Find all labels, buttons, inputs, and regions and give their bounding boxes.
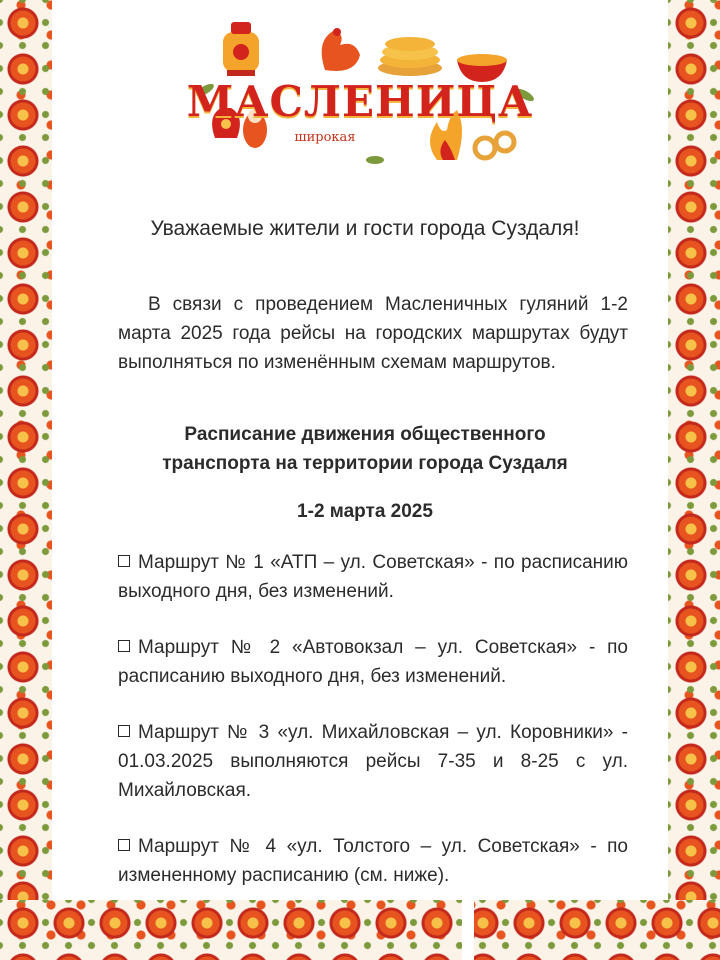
- bagels-icon: [475, 133, 514, 158]
- checkbox-icon: [118, 725, 130, 737]
- schedule-heading-line2: транспорта на территории города Суздаля: [162, 453, 568, 474]
- schedule-heading: [100, 420, 630, 478]
- route-text: Маршрут № 1 «АТП – ул. Советская» - по расписанию выходного дня, без изменений.: [118, 552, 628, 602]
- samovar-icon: [223, 22, 259, 76]
- route-item: [118, 718, 628, 805]
- rooster-icon: [322, 28, 360, 71]
- pancake-stack-icon: [378, 37, 442, 76]
- logo-subtitle: широкая: [294, 130, 356, 145]
- schedule-date: 1-2 марта 2025: [297, 501, 433, 522]
- greeting: Уважаемые жители и гости города Суздаля!: [150, 217, 580, 240]
- route-item: [118, 832, 628, 890]
- checkbox-icon: [118, 839, 130, 851]
- floral-border-left: [0, 0, 52, 960]
- intro-paragraph: В связи с проведением Масленичных гуляний 1-2 марта 2025 года рейсы на городских маршрутах будут выполняться по изменённым схемам маршрутов.: [118, 294, 628, 373]
- checkbox-icon: [118, 555, 130, 567]
- route-item: [118, 633, 628, 691]
- schedule-heading-line1: Расписание движения общественного: [184, 424, 546, 445]
- route-text: Маршрут № 4 «ул. Толстого – ул. Советская» - по измененному расписанию (см. ниже).: [118, 836, 628, 886]
- routes-list: [118, 548, 628, 917]
- floral-border-right: [668, 0, 720, 960]
- checkbox-icon: [118, 640, 130, 652]
- route-text: Маршрут № 2 «Автовокзал – ул. Советская» - по расписанию выходного дня, без изменений.: [118, 637, 628, 687]
- route-item: [118, 548, 628, 606]
- route-text: Маршрут № 3 «ул. Михайловская – ул. Коровники» - 01.03.2025 выполняются рейсы 7-35 и 8-25 с ул. Михайловская.: [118, 722, 628, 801]
- maslenitsa-logo: [175, 10, 545, 175]
- logo-title: МАСЛЕНИЦА: [186, 77, 534, 126]
